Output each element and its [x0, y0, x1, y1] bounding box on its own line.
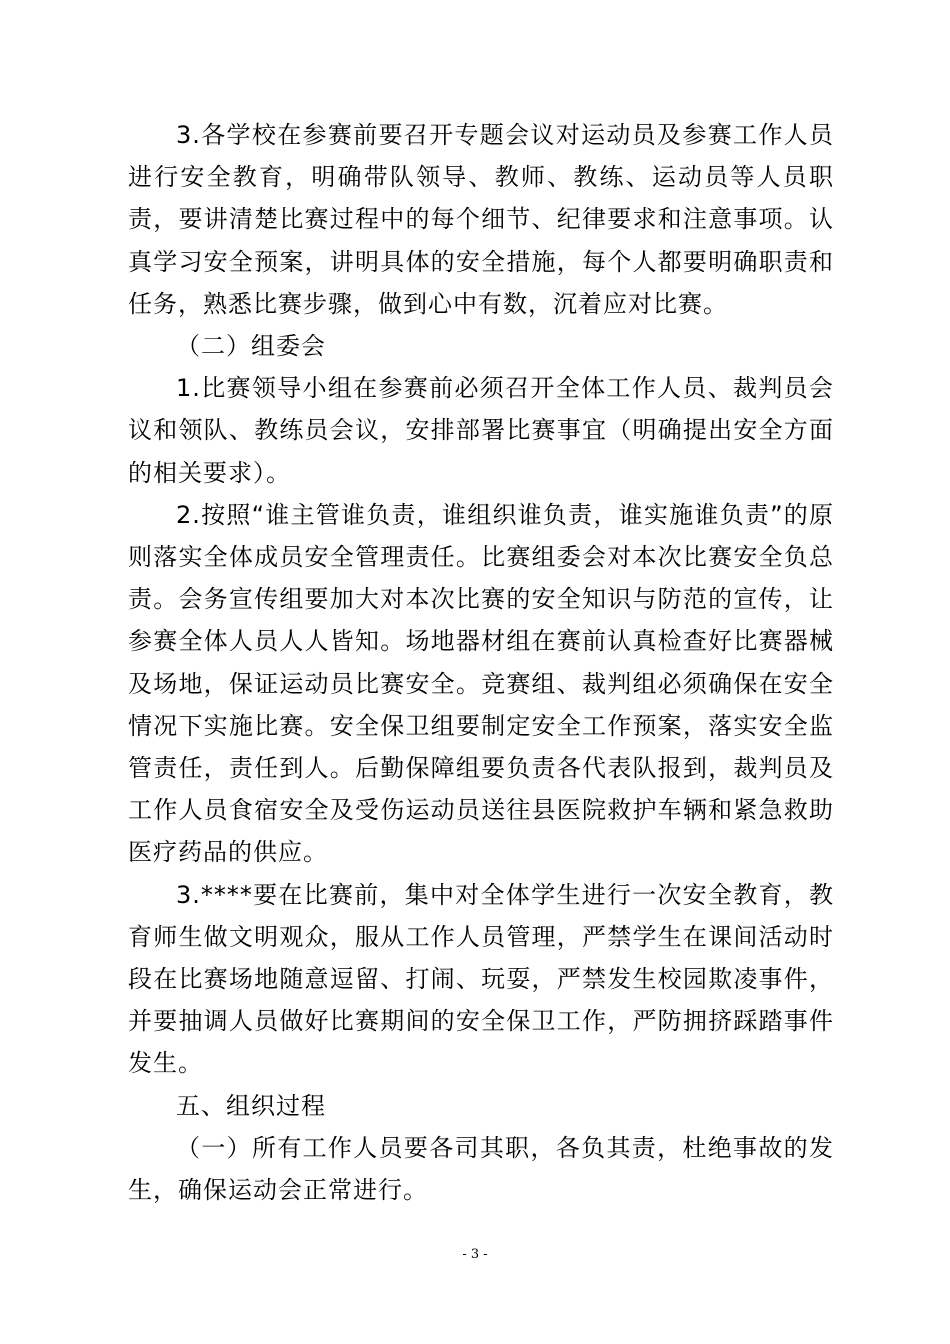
paragraph-staff-duties: （一）所有工作人员要各司其职，各负其责，杜绝事故的发生，确保运动会正常进行。	[128, 1133, 834, 1205]
paragraph-school-safety-meeting: 3.各学校在参赛前要召开专题会议对运动员及参赛工作人员进行安全教育，明确带队领导、教师、教练、运动员等人员职责，要讲清楚比赛过程中的每个细节、纪律要求和注意事项。认真学习安全预案，讲明具体的安全措施，每个人都要明确职责和任务，熟悉比赛步骤，做到心中有数，沉着应对比赛。	[128, 121, 834, 318]
page-number: - 3 -	[462, 1247, 488, 1262]
paragraph-leadership-meeting: 1.比赛领导小组在参赛前必须召开全体工作人员、裁判员会议和领队、教练员会议，安排部署比赛事宜（明确提出安全方面的相关要求）。	[128, 374, 834, 487]
document-body	[128, 114, 834, 1211]
heading-organization-process: 五、组织过程	[176, 1091, 326, 1120]
heading-organizing-committee: （二）组委会	[176, 332, 326, 361]
paragraph-responsibility-principle: 2.按照“谁主管谁负责，谁组织谁负责，谁实施谁负责”的原则落实全体成员安全管理责任。比赛组委会对本次比赛安全负总责。会务宣传组要加大对本次比赛的安全知识与防范的宣传，让参赛全体人员人人皆知。场地器材组在赛前认真检查好比赛器械及场地，保证运动员比赛安全。竞赛组、裁判组必须确保在安全情况下实施比赛。安全保卫组要制定安全工作预案，落实安全监管责任，责任到人。后勤保障组要负责各代表队报到，裁判员及工作人员食宿安全及受伤运动员送往县医院救护车辆和紧急救助医疗药品的供应。	[128, 500, 834, 867]
paragraph-student-safety-education: 3.****要在比赛前，集中对全体学生进行一次安全教育，教育师生做文明观众，服从工作人员管理，严禁学生在课间活动时段在比赛场地随意逗留、打闹、玩耍，严禁发生校园欺凌事件，并要抽调人员做好比赛期间的安全保卫工作，严防拥挤踩踏事件发生。	[128, 880, 834, 1078]
